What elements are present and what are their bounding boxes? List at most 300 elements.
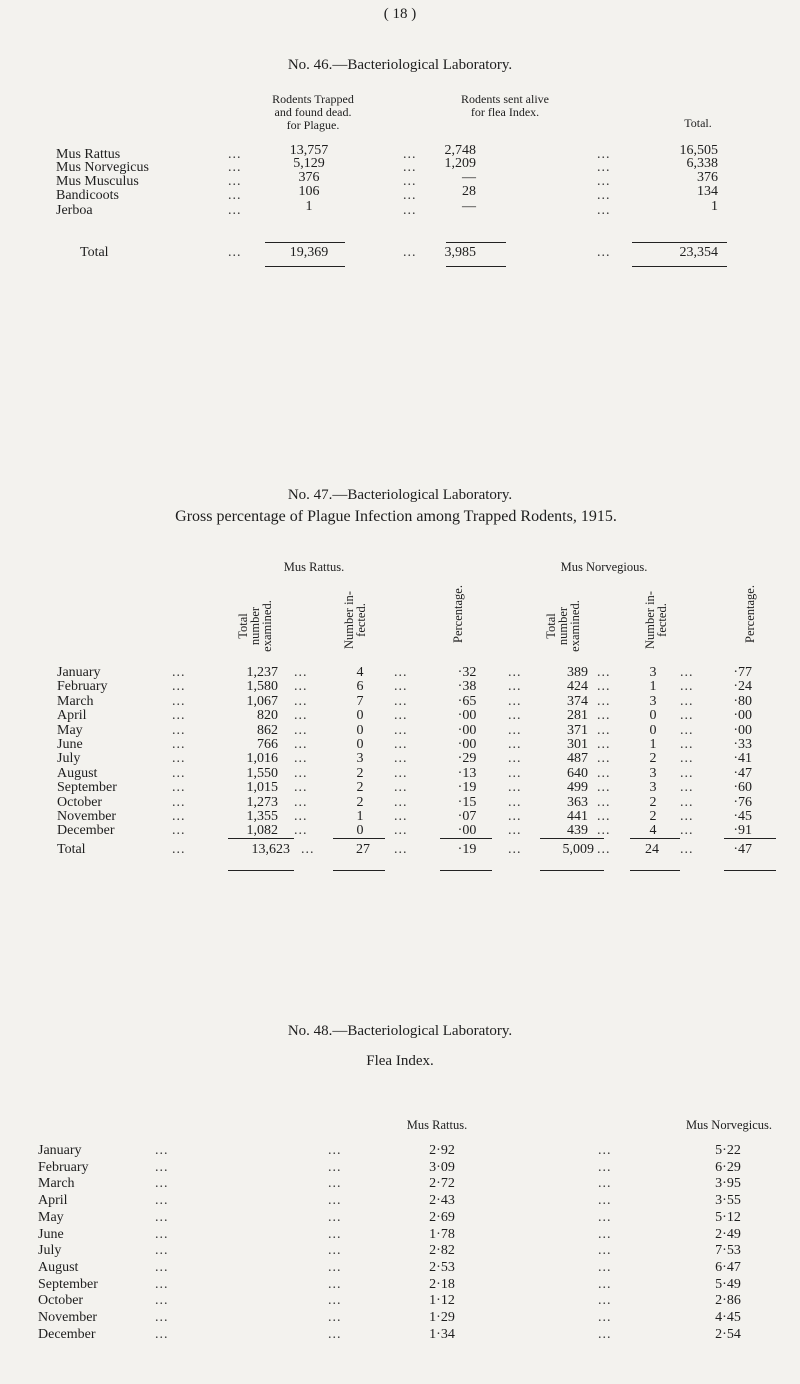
leader-dots: ... <box>328 1193 342 1208</box>
norvegicus-percentage: ·24 <box>733 679 752 694</box>
t46-rule-alive-bottom <box>446 266 506 267</box>
cell-alive: 28 <box>462 184 476 199</box>
t46-rule-total-bottom <box>632 266 727 267</box>
flea-index-norvegicus: 2·86 <box>715 1293 741 1308</box>
leader-dots: ... <box>597 823 611 838</box>
leader-dots: ... <box>328 1243 342 1258</box>
norvegicus-infected: 1 <box>649 679 657 694</box>
flea-index-norvegicus: 3·95 <box>715 1176 741 1191</box>
leader-dots: ... <box>597 245 611 260</box>
leader-dots: ... <box>328 1210 342 1225</box>
rattus-percentage: ·15 <box>457 795 477 810</box>
month-label: November <box>38 1310 98 1325</box>
leader-dots: ... <box>598 1243 612 1258</box>
leader-dots: ... <box>172 737 186 752</box>
leader-dots: ... <box>172 679 186 694</box>
leader-dots: ... <box>394 737 408 752</box>
flea-index-rattus: 2·92 <box>429 1143 455 1158</box>
leader-dots: ... <box>508 766 522 781</box>
rattus-infected: 7 <box>356 694 364 709</box>
total-alive: 3,985 <box>444 245 476 260</box>
t46-header-total: Total. <box>684 116 712 130</box>
leader-dots: ... <box>403 160 417 175</box>
row-label: Jerboa <box>56 203 93 218</box>
cell-total: 376 <box>697 170 718 185</box>
leader-dots: ... <box>508 679 522 694</box>
leader-dots: ... <box>172 780 186 795</box>
cell-total: 1 <box>711 199 718 214</box>
leader-dots: ... <box>598 1327 612 1342</box>
norvegicus-percentage: ·00 <box>733 723 752 738</box>
rattus-infected: 0 <box>356 723 364 738</box>
leader-dots: ... <box>597 708 611 723</box>
row-label: Mus Musculus <box>56 174 139 189</box>
rattus-total: 862 <box>257 723 278 738</box>
leader-dots: ... <box>328 1327 342 1342</box>
rattus-percentage: ·00 <box>457 723 477 738</box>
leader-dots: ... <box>508 708 522 723</box>
flea-index-rattus: 2·72 <box>429 1176 455 1191</box>
norvegicus-total: 441 <box>567 809 588 824</box>
month-label: June <box>38 1227 64 1242</box>
leader-dots: ... <box>394 694 408 709</box>
month-label: November <box>57 809 117 824</box>
leader-dots: ... <box>328 1176 342 1191</box>
leader-dots: ... <box>172 766 186 781</box>
leader-dots: ... <box>228 160 242 175</box>
month-label: February <box>38 1160 89 1175</box>
t47-group-rattus: Mus Rattus. <box>283 560 345 574</box>
month-label: September <box>57 780 117 795</box>
flea-index-norvegicus: 6·29 <box>715 1160 741 1175</box>
rattus-percentage: ·13 <box>457 766 477 781</box>
vertical-column-header: Total number examined. <box>236 600 274 652</box>
leader-dots: ... <box>597 723 611 738</box>
month-label: February <box>57 679 108 694</box>
month-label: October <box>38 1293 84 1308</box>
total-label: Total <box>57 842 86 857</box>
rattus-infected: 6 <box>356 679 364 694</box>
flea-index-rattus: 2·53 <box>429 1260 455 1275</box>
month-label: April <box>57 708 87 723</box>
leader-dots: ... <box>294 708 308 723</box>
leader-dots: ... <box>155 1260 169 1275</box>
leader-dots: ... <box>680 780 694 795</box>
leader-dots: ... <box>508 780 522 795</box>
norvegicus-total: 371 <box>567 723 588 738</box>
leader-dots: ... <box>155 1327 169 1342</box>
norvegicus-infected: 2 <box>649 795 657 810</box>
leader-dots: ... <box>394 679 408 694</box>
vertical-column-header: Percentage. <box>451 585 465 643</box>
leader-dots: ... <box>155 1193 169 1208</box>
t47-group-norvegicus: Mus Norvegious. <box>560 560 648 574</box>
leader-dots: ... <box>598 1210 612 1225</box>
leader-dots: ... <box>155 1210 169 1225</box>
leader-dots: ... <box>508 737 522 752</box>
norvegicus-percentage: ·00 <box>733 708 752 723</box>
leader-dots: ... <box>597 679 611 694</box>
rattus-percentage: ·00 <box>457 823 477 838</box>
norvegicus-total: 424 <box>567 679 588 694</box>
leader-dots: ... <box>680 708 694 723</box>
leader-dots: ... <box>394 842 408 857</box>
month-label: May <box>57 723 83 738</box>
leader-dots: ... <box>228 188 242 203</box>
month-label: August <box>38 1260 79 1275</box>
leader-dots: ... <box>598 1193 612 1208</box>
table48-subtitle: Flea Index. <box>366 1053 434 1069</box>
leader-dots: ... <box>403 203 417 218</box>
leader-dots: ... <box>155 1310 169 1325</box>
flea-index-norvegicus: 6·47 <box>715 1260 741 1275</box>
flea-index-norvegicus: 3·55 <box>715 1193 741 1208</box>
rattus-infected: 2 <box>356 795 364 810</box>
leader-dots: ... <box>328 1293 342 1308</box>
leader-dots: ... <box>328 1277 342 1292</box>
flea-index-norvegicus: 2·49 <box>715 1227 741 1242</box>
table46-title: No. 46.—Bacteriological Laboratory. <box>287 57 513 73</box>
rattus-infected: 3 <box>356 751 364 766</box>
leader-dots: ... <box>597 751 611 766</box>
total-rattus-infected: 27 <box>356 842 370 857</box>
month-label: August <box>57 766 98 781</box>
leader-dots: ... <box>394 751 408 766</box>
leader-dots: ... <box>155 1143 169 1158</box>
norvegicus-total: 301 <box>567 737 588 752</box>
leader-dots: ... <box>597 766 611 781</box>
rattus-total: 1,016 <box>246 751 278 766</box>
leader-dots: ... <box>172 795 186 810</box>
leader-dots: ... <box>597 160 611 175</box>
t46-header-trapped-1: Rodents Trapped <box>272 92 354 106</box>
flea-index-rattus: 1·29 <box>429 1310 455 1325</box>
cell-alive: 2,748 <box>444 143 476 158</box>
month-label: September <box>38 1277 98 1292</box>
t46-rule-total-top <box>632 242 727 243</box>
row-label: Mus Rattus <box>56 147 121 162</box>
leader-dots: ... <box>598 1277 612 1292</box>
flea-index-rattus: 2·43 <box>429 1193 455 1208</box>
flea-index-rattus: 2·69 <box>429 1210 455 1225</box>
leader-dots: ... <box>172 823 186 838</box>
norvegicus-percentage: ·91 <box>733 823 752 838</box>
table47-subtitle: Gross percentage of Plague Infection among Trapped Rodents, 1915. <box>175 508 617 525</box>
leader-dots: ... <box>394 823 408 838</box>
leader-dots: ... <box>394 766 408 781</box>
table-rule <box>630 838 680 839</box>
month-label: December <box>57 823 115 838</box>
leader-dots: ... <box>294 766 308 781</box>
rattus-infected: 1 <box>356 809 364 824</box>
flea-index-norvegicus: 7·53 <box>715 1243 741 1258</box>
month-label: October <box>57 795 103 810</box>
table47-title: No. 47.—Bacteriological Laboratory. <box>287 487 513 503</box>
leader-dots: ... <box>508 751 522 766</box>
cell-alive: — <box>462 199 476 214</box>
vertical-column-header: Percentage. <box>743 585 757 643</box>
month-label: July <box>57 751 81 766</box>
leader-dots: ... <box>294 780 308 795</box>
table-rule <box>724 838 776 839</box>
leader-dots: ... <box>294 723 308 738</box>
flea-index-rattus: 2·82 <box>429 1243 455 1258</box>
flea-index-rattus: 1·12 <box>429 1293 455 1308</box>
rattus-percentage: ·07 <box>457 809 477 824</box>
t48-col-rattus: Mus Rattus. <box>406 1118 468 1132</box>
cell-total: 134 <box>697 184 718 199</box>
flea-index-norvegicus: 2·54 <box>715 1327 741 1342</box>
table-rule <box>228 838 294 839</box>
norvegicus-infected: 0 <box>649 723 657 738</box>
leader-dots: ... <box>394 708 408 723</box>
leader-dots: ... <box>294 665 308 680</box>
norvegicus-total: 374 <box>567 694 588 709</box>
norvegicus-percentage: ·47 <box>733 766 752 781</box>
leader-dots: ... <box>228 147 242 162</box>
flea-index-norvegicus: 5·49 <box>715 1277 741 1292</box>
leader-dots: ... <box>394 809 408 824</box>
rattus-infected: 2 <box>356 780 364 795</box>
leader-dots: ... <box>597 665 611 680</box>
flea-index-norvegicus: 5·22 <box>715 1143 741 1158</box>
rattus-total: 1,082 <box>246 823 278 838</box>
leader-dots: ... <box>394 795 408 810</box>
rattus-infected: 0 <box>356 737 364 752</box>
cell-total: 16,505 <box>679 143 718 158</box>
leader-dots: ... <box>597 188 611 203</box>
rattus-total: 766 <box>257 737 278 752</box>
rattus-infected: 0 <box>356 823 364 838</box>
leader-dots: ... <box>597 174 611 189</box>
vertical-column-header: Total number examined. <box>544 600 582 652</box>
leader-dots: ... <box>294 823 308 838</box>
leader-dots: ... <box>597 780 611 795</box>
month-label: April <box>38 1193 68 1208</box>
month-label: March <box>38 1176 75 1191</box>
cell-total: 6,338 <box>686 156 718 171</box>
page-number: ( 18 ) <box>383 6 417 22</box>
cell-trapped: 1 <box>305 199 313 214</box>
rattus-infected: 0 <box>356 708 364 723</box>
norvegicus-percentage: ·45 <box>733 809 752 824</box>
leader-dots: ... <box>172 694 186 709</box>
total-norvegicus-infected: 24 <box>645 842 659 857</box>
total-label: Total <box>80 245 109 260</box>
t46-rule-trapped-top <box>265 242 345 243</box>
norvegicus-infected: 4 <box>649 823 657 838</box>
month-label: December <box>38 1327 96 1342</box>
leader-dots: ... <box>228 203 242 218</box>
rattus-total: 1,580 <box>246 679 278 694</box>
leader-dots: ... <box>155 1277 169 1292</box>
leader-dots: ... <box>508 795 522 810</box>
leader-dots: ... <box>508 823 522 838</box>
leader-dots: ... <box>597 809 611 824</box>
leader-dots: ... <box>680 679 694 694</box>
table-rule <box>440 838 492 839</box>
leader-dots: ... <box>155 1160 169 1175</box>
rattus-infected: 4 <box>356 665 364 680</box>
norvegicus-total: 389 <box>567 665 588 680</box>
flea-index-norvegicus: 4·45 <box>715 1310 741 1325</box>
leader-dots: ... <box>328 1160 342 1175</box>
total-total: 23,354 <box>679 245 718 260</box>
leader-dots: ... <box>597 147 611 162</box>
leader-dots: ... <box>680 809 694 824</box>
rattus-infected: 2 <box>356 766 364 781</box>
leader-dots: ... <box>597 737 611 752</box>
leader-dots: ... <box>680 694 694 709</box>
leader-dots: ... <box>598 1143 612 1158</box>
norvegicus-percentage: ·80 <box>733 694 752 709</box>
leader-dots: ... <box>597 694 611 709</box>
norvegicus-total: 439 <box>567 823 588 838</box>
leader-dots: ... <box>155 1293 169 1308</box>
rattus-percentage: ·00 <box>457 708 477 723</box>
rattus-total: 1,067 <box>246 694 278 709</box>
t46-header-trapped-2: and found dead. <box>274 105 352 119</box>
table-rule <box>228 870 294 871</box>
norvegicus-infected: 2 <box>649 751 657 766</box>
leader-dots: ... <box>403 147 417 162</box>
leader-dots: ... <box>598 1176 612 1191</box>
rattus-total: 1,550 <box>246 766 278 781</box>
leader-dots: ... <box>172 723 186 738</box>
leader-dots: ... <box>394 665 408 680</box>
norvegicus-total: 281 <box>567 708 588 723</box>
leader-dots: ... <box>228 174 242 189</box>
norvegicus-infected: 1 <box>649 737 657 752</box>
total-rattus-percentage: ·19 <box>457 842 477 857</box>
norvegicus-infected: 3 <box>649 780 657 795</box>
table-rule <box>440 870 492 871</box>
norvegicus-infected: 3 <box>649 766 657 781</box>
rattus-percentage: ·29 <box>457 751 477 766</box>
cell-trapped: 13,757 <box>289 143 329 158</box>
vertical-column-header: Number in- fected. <box>643 591 669 649</box>
leader-dots: ... <box>294 809 308 824</box>
t48-col-norvegicus: Mus Norvegicus. <box>685 1118 773 1132</box>
rattus-percentage: ·19 <box>457 780 477 795</box>
leader-dots: ... <box>598 1227 612 1242</box>
leader-dots: ... <box>294 694 308 709</box>
leader-dots: ... <box>680 842 694 857</box>
leader-dots: ... <box>155 1243 169 1258</box>
leader-dots: ... <box>394 780 408 795</box>
rattus-percentage: ·32 <box>457 665 477 680</box>
leader-dots: ... <box>394 723 408 738</box>
flea-index-rattus: 2·18 <box>429 1277 455 1292</box>
norvegicus-total: 487 <box>567 751 588 766</box>
table-rule <box>540 870 604 871</box>
leader-dots: ... <box>597 842 611 857</box>
leader-dots: ... <box>328 1227 342 1242</box>
leader-dots: ... <box>598 1160 612 1175</box>
flea-index-norvegicus: 5·12 <box>715 1210 741 1225</box>
rattus-total: 820 <box>257 708 278 723</box>
t46-rule-trapped-bottom <box>265 266 345 267</box>
leader-dots: ... <box>403 188 417 203</box>
month-label: January <box>57 665 101 680</box>
table-rule <box>724 870 776 871</box>
leader-dots: ... <box>328 1260 342 1275</box>
table-rule <box>540 838 604 839</box>
norvegicus-percentage: ·33 <box>733 737 752 752</box>
cell-trapped: 5,129 <box>293 156 325 171</box>
norvegicus-percentage: ·60 <box>733 780 752 795</box>
leader-dots: ... <box>680 737 694 752</box>
leader-dots: ... <box>328 1143 342 1158</box>
leader-dots: ... <box>508 665 522 680</box>
leader-dots: ... <box>228 245 242 260</box>
total-trapped: 19,369 <box>289 245 329 260</box>
norvegicus-infected: 3 <box>649 694 657 709</box>
rattus-total: 1,015 <box>246 780 278 795</box>
rattus-total: 1,237 <box>246 665 278 680</box>
t46-rule-alive-top <box>446 242 506 243</box>
leader-dots: ... <box>155 1227 169 1242</box>
leader-dots: ... <box>172 842 186 857</box>
leader-dots: ... <box>301 842 315 857</box>
row-label: Bandicoots <box>56 188 119 203</box>
month-label: January <box>38 1143 82 1158</box>
norvegicus-infected: 2 <box>649 809 657 824</box>
flea-index-rattus: 3·09 <box>429 1160 455 1175</box>
leader-dots: ... <box>597 203 611 218</box>
leader-dots: ... <box>508 842 522 857</box>
leader-dots: ... <box>294 679 308 694</box>
total-norvegicus-percentage: ·47 <box>733 842 752 857</box>
month-label: June <box>57 737 83 752</box>
leader-dots: ... <box>597 795 611 810</box>
cell-alive: — <box>462 170 476 185</box>
norvegicus-percentage: ·76 <box>733 795 752 810</box>
norvegicus-total: 363 <box>567 795 588 810</box>
leader-dots: ... <box>403 245 417 260</box>
leader-dots: ... <box>680 751 694 766</box>
leader-dots: ... <box>598 1260 612 1275</box>
leader-dots: ... <box>598 1310 612 1325</box>
total-norvegicus-total: 5,009 <box>562 842 594 857</box>
t46-header-alive-2: for flea Index. <box>470 105 540 119</box>
vertical-column-header: Number in- fected. <box>342 591 368 649</box>
leader-dots: ... <box>403 174 417 189</box>
norvegicus-infected: 3 <box>649 665 657 680</box>
flea-index-rattus: 1·34 <box>429 1327 455 1342</box>
leader-dots: ... <box>155 1176 169 1191</box>
leader-dots: ... <box>598 1293 612 1308</box>
month-label: May <box>38 1210 64 1225</box>
rattus-percentage: ·65 <box>457 694 477 709</box>
leader-dots: ... <box>172 665 186 680</box>
rattus-percentage: ·38 <box>457 679 477 694</box>
t46-header-trapped-3: for Plague. <box>286 118 340 132</box>
norvegicus-percentage: ·77 <box>733 665 752 680</box>
leader-dots: ... <box>508 694 522 709</box>
table-rule <box>630 870 680 871</box>
table48-title: No. 48.—Bacteriological Laboratory. <box>287 1023 513 1039</box>
leader-dots: ... <box>508 723 522 738</box>
norvegicus-total: 640 <box>567 766 588 781</box>
rattus-total: 1,273 <box>246 795 278 810</box>
table-rule <box>333 838 385 839</box>
leader-dots: ... <box>680 665 694 680</box>
row-label: Mus Norvegicus <box>56 160 149 175</box>
leader-dots: ... <box>294 795 308 810</box>
cell-trapped: 376 <box>298 170 320 185</box>
table-rule <box>333 870 385 871</box>
